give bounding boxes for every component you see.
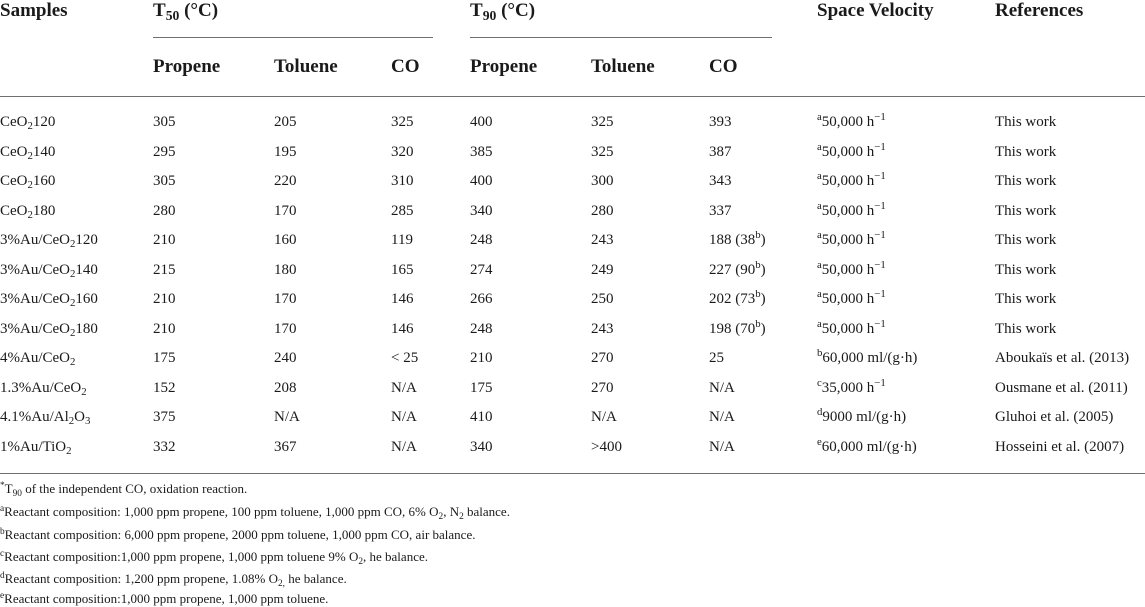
header-samples: Samples (0, 0, 68, 21)
t50-propene-value: 280 (153, 202, 176, 219)
footnote-a-sub2: 2 (459, 511, 464, 522)
t90-co-value (709, 231, 766, 249)
t50-toluene-value: 220 (274, 173, 297, 189)
t90-co-close: ) (760, 291, 766, 307)
space-velocity-exponent: −1 (874, 111, 886, 124)
t50-co-value: 146 (391, 291, 414, 307)
space-velocity-footnote-mark: c (817, 376, 822, 389)
sample-suffix: O (74, 409, 85, 425)
space-velocity-value (817, 258, 886, 279)
t50-co-value: N/A (391, 438, 417, 455)
table-bottom-rule (0, 473, 1145, 474)
footnote-star-sub: 90 (12, 488, 22, 499)
t90-propene-value: 248 (470, 320, 493, 337)
sample-base: 3%Au/CeO (0, 232, 70, 248)
space-velocity-exponent: −1 (874, 199, 886, 212)
t50-toluene-value: 180 (274, 261, 297, 278)
header-t90-unit: (°C) (501, 0, 536, 21)
t90-co-value (709, 349, 724, 367)
reference-value: This work (995, 202, 1057, 219)
t90-propene-value: 248 (470, 232, 493, 248)
footnote-a-text1: Reactant composition: 1,000 ppm propene, 100 ppm toluene, 1,000 ppm CO, 6% O (4, 504, 439, 519)
t90-propene-value: 400 (470, 114, 493, 130)
space-velocity-value (817, 199, 886, 220)
space-velocity-text: 60,000 ml/(g·h) (821, 438, 917, 455)
space-velocity-exponent: −1 (874, 317, 886, 330)
sample-name (0, 438, 72, 456)
sample-name (0, 349, 75, 367)
t50-propene-value: 295 (153, 143, 176, 160)
header-t90 (470, 0, 535, 22)
t90-toluene-value: 270 (591, 350, 614, 366)
sample-name (0, 379, 87, 397)
footnote-d-sub: 2, (277, 578, 285, 589)
footnote-star-t: T (4, 481, 13, 496)
t90-co-main: 198 (70 (709, 320, 756, 337)
t90-propene-value: 340 (470, 438, 493, 455)
t90-toluene-value: 243 (591, 320, 614, 337)
t90-co-value (709, 408, 735, 426)
t90-toluene-value: 249 (591, 261, 614, 278)
space-velocity-footnote-mark: a (817, 199, 822, 212)
sample-base: 3%Au/CeO (0, 320, 70, 337)
t90-toluene-value: >400 (591, 438, 622, 455)
t90-co-value (709, 202, 732, 220)
t90-co-value (709, 317, 766, 338)
subheader-t90-toluene: Toluene (591, 56, 655, 77)
t90-toluene-value: 300 (591, 173, 614, 189)
space-velocity-exponent: −1 (874, 288, 886, 301)
sample-name (0, 202, 55, 220)
t90-co-main: 393 (709, 114, 732, 130)
footnote-a-mark: a (0, 503, 5, 514)
space-velocity-footnote-mark: a (817, 317, 822, 330)
footnote-b-mark: b (0, 526, 5, 537)
footnote-c-text2: , he balance. (363, 549, 428, 564)
space-velocity-text: 50,000 h (821, 291, 875, 307)
reference-value: Gluhoi et al. (2005) (995, 409, 1114, 425)
t90-co-value (709, 379, 735, 397)
space-velocity-text: 50,000 h (821, 114, 875, 130)
sample-base: CeO (0, 202, 28, 219)
space-velocity-footnote-mark: d (817, 406, 823, 419)
t50-toluene-value: 160 (274, 232, 297, 248)
footnote-star-mark: * (0, 480, 5, 491)
t90-co-main: 343 (709, 173, 732, 189)
reference-value: Aboukaïs et al. (2013) (995, 350, 1130, 366)
t50-co-value: N/A (391, 379, 417, 396)
reference-value: This work (995, 232, 1057, 248)
space-velocity-value (817, 113, 886, 131)
t90-toluene-value: 325 (591, 143, 614, 160)
t90-co-footnote-mark: b (755, 258, 761, 271)
footnote-a-text2: , N (443, 504, 460, 519)
sample-sub: 2 (70, 297, 76, 310)
space-velocity-footnote-mark: a (817, 288, 822, 301)
sample-suffix: 160 (32, 173, 56, 189)
t50-co-value: 320 (391, 143, 414, 160)
t50-toluene-value: 170 (274, 291, 297, 307)
t50-propene-value: 305 (153, 114, 176, 130)
t90-co-main: 188 (38 (709, 232, 756, 248)
sample-name (0, 261, 98, 279)
sample-sub: 2 (70, 267, 76, 280)
t50-co-value: N/A (391, 409, 417, 425)
space-velocity-text: 50,000 h (821, 232, 875, 248)
sample-name (0, 113, 55, 131)
sample-sub: 2 (27, 120, 33, 133)
space-velocity-exponent: −1 (874, 229, 886, 242)
space-velocity-value (817, 376, 886, 397)
footnote-d (0, 571, 347, 587)
reference-value: This work (995, 320, 1057, 337)
space-velocity-footnote-mark: a (817, 140, 822, 153)
space-velocity-text: 50,000 h (821, 143, 875, 160)
t50-toluene-value: 367 (274, 438, 297, 455)
sample-suffix: 180 (75, 320, 98, 337)
t50-toluene-value: 170 (274, 202, 297, 219)
t50-co-value: 325 (391, 114, 414, 130)
space-velocity-text: 50,000 h (821, 202, 875, 219)
space-velocity-exponent: −1 (874, 258, 886, 271)
t90-co-main: 202 (73 (709, 291, 756, 307)
t50-toluene-value: 195 (274, 143, 297, 160)
space-velocity-value (817, 317, 886, 338)
t90-co-value (709, 438, 735, 456)
t50-toluene-value: 208 (274, 379, 297, 396)
t90-toluene-value: 325 (591, 114, 614, 130)
reference-value: This work (995, 291, 1057, 307)
sample-sub: 2 (68, 415, 75, 428)
sample-suffix: 140 (75, 261, 98, 278)
t50-propene-value: 215 (153, 261, 176, 278)
sample-suffix: 120 (75, 232, 98, 248)
footnote-e-mark: e (0, 590, 5, 601)
t90-co-value (709, 290, 766, 308)
sample-suffix: 160 (75, 291, 98, 307)
header-references: References (995, 0, 1084, 21)
footnote-e-text: Reactant composition:1,000 ppm propene, 1,000 ppm toluene. (4, 591, 329, 606)
t50-toluene-value: N/A (274, 409, 300, 425)
t90-propene-value: 385 (470, 143, 493, 160)
t90-toluene-value: N/A (591, 409, 617, 425)
sample-base: 4%Au/CeO (0, 350, 70, 366)
sample-base: 3%Au/CeO (0, 261, 70, 278)
t50-group-rule (153, 37, 433, 38)
header-bottom-rule (0, 96, 1145, 97)
t90-propene-value: 274 (470, 261, 493, 278)
footnote-a-text3: balance. (463, 504, 510, 519)
t50-propene-value: 375 (153, 409, 176, 425)
sample-sub: 2 (70, 356, 76, 369)
t90-co-main: N/A (709, 379, 735, 396)
sample-sub: 2 (70, 238, 76, 251)
t50-propene-value: 210 (153, 232, 176, 248)
subheader-t50-co: CO (391, 56, 420, 77)
t90-co-main: 227 (90 (709, 261, 756, 278)
t90-propene-value: 340 (470, 202, 493, 219)
t90-co-value (709, 113, 732, 131)
sample-base: 3%Au/CeO (0, 291, 70, 307)
space-velocity-exponent: −1 (874, 140, 886, 153)
t90-propene-value: 400 (470, 173, 493, 189)
footnote-star (0, 481, 247, 497)
sample-base: 4.1%Au/Al (0, 409, 69, 425)
t90-co-value (709, 143, 732, 161)
sample-name (0, 143, 55, 161)
t50-co-value: 165 (391, 261, 414, 278)
subheader-t50-toluene: Toluene (274, 56, 338, 77)
t50-propene-value: 332 (153, 438, 176, 455)
t50-propene-value: 210 (153, 291, 176, 307)
space-velocity-exponent: −1 (874, 170, 886, 183)
subheader-t50-propene: Propene (153, 56, 221, 77)
t90-co-main: N/A (709, 409, 735, 425)
footnote-star-text: of the independent CO, oxidation reaction. (21, 481, 248, 496)
space-velocity-value (817, 408, 906, 426)
t50-toluene-value: 170 (274, 320, 297, 337)
footnote-a (0, 504, 510, 520)
header-t50-unit: (°C) (184, 0, 219, 21)
footnote-d-text2: he balance. (285, 571, 347, 586)
t90-co-close: ) (760, 261, 766, 278)
space-velocity-value (817, 349, 917, 367)
t50-propene-value: 305 (153, 173, 176, 189)
t50-co-value: 285 (391, 202, 414, 219)
space-velocity-text: 50,000 h (821, 320, 875, 337)
footnote-c-sub: 2 (358, 556, 364, 567)
space-velocity-exponent: −1 (874, 376, 886, 389)
space-velocity-footnote-mark: a (817, 258, 822, 271)
space-velocity-value (817, 290, 886, 308)
t90-co-main: 25 (709, 350, 724, 366)
footnote-a-sub1: 2 (438, 511, 444, 522)
subheader-t90-propene: Propene (470, 56, 538, 77)
space-velocity-footnote-mark: a (817, 170, 822, 183)
sample-name (0, 231, 98, 249)
sample-suffix: 180 (32, 202, 56, 219)
t90-co-main: N/A (709, 438, 735, 455)
t90-propene-value: 210 (470, 350, 493, 366)
reference-value: Hosseini et al. (2007) (995, 438, 1125, 455)
reference-value: This work (995, 261, 1057, 278)
sample-sub: 2 (27, 208, 33, 221)
space-velocity-text: 35,000 h (821, 379, 875, 396)
t50-co-value: 310 (391, 173, 414, 189)
t90-toluene-value: 270 (591, 379, 614, 396)
reference-value: This work (995, 173, 1057, 189)
header-t50 (153, 0, 218, 22)
header-space-velocity: Space Velocity (817, 0, 934, 21)
sample-sub2: 3 (85, 415, 91, 428)
t50-propene-value: 152 (153, 379, 176, 396)
space-velocity-footnote-mark: a (817, 229, 822, 242)
t50-toluene-value: 205 (274, 114, 297, 130)
t90-toluene-value: 280 (591, 202, 614, 219)
footnote-c (0, 549, 428, 565)
sample-sub: 2 (70, 326, 76, 339)
sample-name (0, 290, 98, 308)
t90-co-value (709, 172, 732, 190)
t90-propene-value: 175 (470, 379, 493, 396)
space-velocity-text: 50,000 h (821, 173, 875, 189)
t50-propene-value: 210 (153, 320, 176, 337)
t90-co-footnote-mark: b (755, 229, 761, 242)
header-t90-sub: 90 (482, 8, 497, 24)
sample-base: 1.3%Au/CeO (0, 379, 82, 396)
sample-name (0, 172, 55, 190)
t90-propene-value: 266 (470, 291, 493, 307)
sample-base: CeO (0, 143, 28, 160)
footnote-d-mark: d (0, 570, 5, 581)
t50-co-value: 119 (391, 232, 413, 248)
t90-propene-value: 410 (470, 409, 493, 425)
space-velocity-footnote-mark: b (817, 347, 823, 360)
footnote-c-mark: c (0, 548, 5, 559)
t90-toluene-value: 243 (591, 232, 614, 248)
header-t50-letter: T (153, 0, 166, 21)
sample-name (0, 408, 90, 426)
t90-toluene-value: 250 (591, 291, 614, 307)
reference-value: Ousmane et al. (2011) (995, 379, 1128, 396)
space-velocity-footnote-mark: a (817, 111, 822, 124)
header-t90-letter: T (470, 0, 483, 21)
footnote-d-text: Reactant composition: 1,200 ppm propene, 1.08% O (4, 571, 278, 586)
t50-toluene-value: 240 (274, 350, 297, 366)
space-velocity-value (817, 140, 886, 161)
t50-propene-value: 175 (153, 350, 176, 366)
sample-base: CeO (0, 173, 28, 189)
sample-sub: 2 (27, 149, 33, 162)
sample-sub: 2 (66, 444, 72, 457)
sample-sub: 2 (27, 179, 33, 192)
sample-base: CeO (0, 114, 28, 130)
space-velocity-text: 9000 ml/(g·h) (822, 409, 907, 425)
footnote-b-text: Reactant composition: 6,000 ppm propene, 2000 ppm toluene, 1,000 ppm CO, air balance. (4, 527, 476, 542)
space-velocity-text: 60,000 ml/(g·h) (822, 350, 918, 366)
t90-co-footnote-mark: b (755, 288, 761, 301)
subheader-t90-co: CO (709, 56, 738, 77)
t90-co-close: ) (760, 232, 766, 248)
t90-co-footnote-mark: b (755, 317, 761, 330)
t50-co-value: < 25 (391, 350, 419, 366)
footnote-c-text: Reactant composition:1,000 ppm propene, 1,000 ppm toluene 9% O (4, 549, 359, 564)
space-velocity-text: 50,000 h (821, 261, 875, 278)
t90-group-rule (470, 37, 772, 38)
t90-co-value (709, 258, 766, 279)
space-velocity-footnote-mark: e (817, 435, 822, 448)
sample-suffix: 120 (32, 114, 56, 130)
sample-name (0, 320, 98, 338)
sample-sub: 2 (81, 385, 87, 398)
t50-co-value: 146 (391, 320, 414, 337)
space-velocity-value (817, 231, 886, 249)
sample-base: 1%Au/TiO (0, 438, 67, 455)
space-velocity-value (817, 172, 886, 190)
t90-co-main: 337 (709, 202, 732, 219)
space-velocity-value (817, 435, 917, 456)
t90-co-main: 387 (709, 143, 732, 160)
t90-co-close: ) (760, 320, 766, 337)
header-t50-sub: 50 (165, 8, 180, 24)
reference-value: This work (995, 114, 1057, 130)
reference-value: This work (995, 143, 1057, 160)
footnote-b (0, 527, 475, 543)
footnote-e (0, 591, 328, 607)
sample-suffix: 140 (32, 143, 56, 160)
